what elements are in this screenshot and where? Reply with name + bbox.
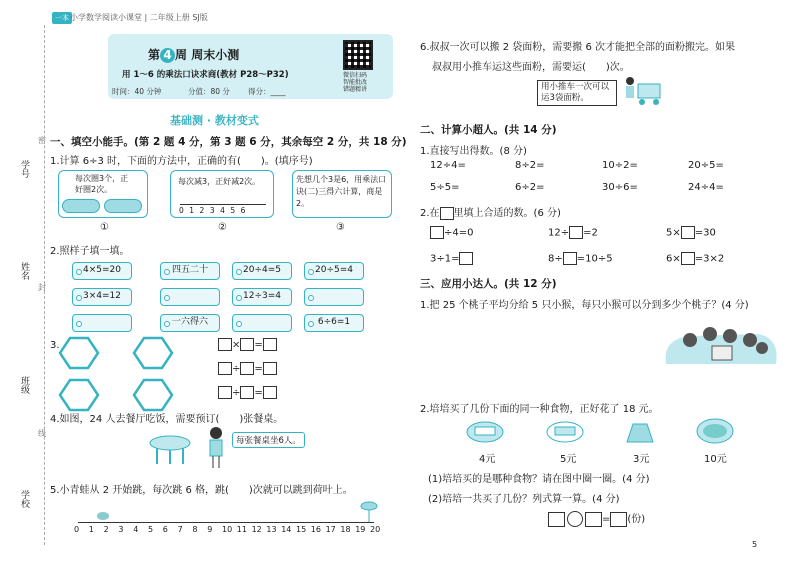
week-subtitle: 用 1～6 的乘法口诀求商(教材 P28～P32) [122, 70, 289, 80]
page-number: 5 [752, 540, 758, 549]
q6-line1: 6.叔叔一次可以搬 2 袋面粉，需要搬 6 次才能把全部的面粉搬完。如果 [420, 42, 735, 53]
equation-tag[interactable] [160, 288, 220, 306]
hexagon-group [58, 336, 188, 414]
equation-tag[interactable] [304, 288, 364, 306]
week-title: 第 4 周 周末小测 [148, 48, 240, 62]
option-text-1: 每次圈3个，正好圈2次。 [75, 174, 129, 194]
numline-tick-label: 15 [296, 525, 307, 534]
q2-text: 2.照样子填一填。 [50, 246, 130, 257]
numline-tick-label: 8 [192, 525, 198, 534]
frog-icon [96, 510, 110, 520]
calc-item[interactable]: 8÷2= [515, 160, 545, 171]
numline-small-labels: 0123456 [179, 206, 251, 215]
header-badge: 一本 [52, 12, 72, 24]
fill-item[interactable]: 12÷ =2 [548, 227, 598, 239]
calc-item[interactable]: 20÷5= [688, 160, 724, 171]
numline-tick-label: 4 [133, 525, 139, 534]
numline-tick-label: 18 [340, 525, 351, 534]
numline-tick-label: 3 [118, 525, 124, 534]
calc-item[interactable]: 10÷2= [602, 160, 638, 171]
equation-tag: 3×4=12 [72, 288, 132, 306]
monkeys-peaches-image [662, 318, 780, 366]
fill-item[interactable]: 6× =3×2 [666, 253, 725, 265]
q4-text: 4.如图，24 人去餐厅吃饭，需要预订( )张餐桌。 [50, 414, 284, 425]
numline-tick-label: 20 [370, 525, 381, 534]
q3-boxes-1[interactable]: × = [218, 338, 277, 351]
food-2-image[interactable] [545, 418, 585, 444]
equation-tag: 4×5=20 [72, 262, 132, 280]
price-1: 4元 [479, 454, 496, 465]
s2-q1: 1.直接写出得数。(8 分) [420, 146, 527, 157]
margin-label-id: 学号 [19, 160, 29, 178]
time-info: 时间：40 分钟 [112, 87, 162, 96]
q3-label: 3. [50, 340, 60, 351]
equation-tag: 一六得六 [160, 314, 220, 332]
margin-label-name: 姓名 [19, 262, 29, 280]
numline-tick-label: 19 [355, 525, 366, 534]
numline-tick-label: 0 [74, 525, 80, 534]
equation-tag[interactable] [232, 314, 292, 332]
numline-tick-label: 9 [207, 525, 213, 534]
numline-tick-label: 6 [162, 525, 168, 534]
numline-large-labels [74, 525, 384, 537]
numline-tick-label: 7 [177, 525, 183, 534]
numline-small [180, 204, 266, 205]
q6-line2: 叔叔用小推车运这些面粉，需要运( )次。 [432, 62, 630, 73]
q3-boxes-2[interactable]: ÷ = [218, 362, 277, 375]
cut-label: 线 [38, 429, 46, 438]
s1-title: 一、填空小能手。(第 2 题 4 分，第 3 题 6 分，其余每空 2 分，共 18 分) [50, 136, 407, 148]
s3-title: 三、应用小达人。(共 12 分) [420, 278, 557, 290]
calc-item[interactable]: 30÷6= [602, 182, 638, 193]
price-4: 10元 [704, 454, 727, 465]
option-text-2: 每次减3，正好减2次。 [178, 177, 261, 186]
fill-item[interactable]: 8÷ =10÷5 [548, 253, 613, 265]
s3-q2: 2.培培买了几份下面的同一种食物，正好花了 18 元。 [420, 404, 659, 415]
cut-label: 封 [38, 283, 46, 292]
option-number-2: ② [218, 222, 227, 233]
s3-q2b: (2)培培一共买了几份？列式算一算。(4 分) [428, 494, 620, 505]
section-title: 基础测 · 教材变式 [170, 114, 259, 127]
q5-text: 5.小青蛙从 2 开始跳，每次跳 6 格，跳( )次就可以跳到荷叶上。 [50, 485, 353, 496]
fill-item[interactable]: 5× =30 [666, 227, 716, 239]
numline-tick-label: 11 [236, 525, 247, 534]
q1-text: 1.计算 6÷3 时，下面的方法中，正确的有( )。(填序号) [50, 156, 313, 167]
margin-label-class: 班级 [19, 376, 29, 394]
header-title: 小学数学阅读小课堂 | 二年级上册 SJ版 [70, 13, 208, 22]
girl-icon [205, 425, 227, 469]
s2-q2: 2.在 里填上合适的数。(6 分) [420, 208, 561, 219]
equation-tag: 6÷6=1 [304, 314, 364, 332]
calc-item[interactable]: 12÷4= [430, 160, 466, 171]
numline-tick-label: 17 [325, 525, 336, 534]
numline-large [78, 522, 374, 523]
s3-q1: 1.把 25 个桃子平均分给 5 只小猴，每只小猴可以分到多少个桃子？(4 分) [420, 300, 749, 311]
cart-worker-image [620, 76, 666, 110]
dining-table-image [145, 428, 195, 468]
equation-tag: 20÷5=4 [304, 262, 364, 280]
s2-title: 二、计算小超人。(共 14 分) [420, 124, 557, 136]
food-3-image[interactable] [625, 420, 655, 444]
numline-tick-label: 12 [251, 525, 262, 534]
qr-text: 微信扫码 智能批改 错题精讲 [343, 72, 368, 93]
cut-label: 密 [38, 136, 46, 145]
calc-item[interactable]: 5÷5= [430, 182, 460, 193]
lotus-leaf-icon [360, 500, 378, 522]
food-4-image[interactable] [695, 416, 735, 444]
calc-item[interactable]: 24÷4= [688, 182, 724, 193]
qr-code[interactable] [343, 40, 373, 70]
numline-tick-label: 10 [222, 525, 233, 534]
numline-tick-label: 16 [310, 525, 321, 534]
price-2: 5元 [560, 454, 577, 465]
s3-q2a: (1)培培买的是哪种食物？请在图中圈一圈。(4 分) [428, 474, 650, 485]
option-text-3: 先想几个3是6，用乘法口诀(二)三得六计算，商是2。 [296, 175, 387, 208]
score-info: 得分：____ [248, 87, 286, 96]
speech-bubble-6: 用小推车一次可以运3袋面粉。 [537, 80, 617, 106]
circle-groups [62, 199, 144, 213]
food-1-image[interactable] [465, 418, 505, 444]
score-full-info: 分值：80 分 [188, 87, 230, 96]
numline-tick-label: 1 [88, 525, 94, 534]
equation-tag[interactable] [72, 314, 132, 332]
calc-item[interactable]: 6÷2= [515, 182, 545, 193]
option-number-3: ③ [336, 222, 345, 233]
cut-line [44, 25, 45, 545]
equation-tag: 12÷3=4 [232, 288, 292, 306]
margin-label-school: 学校 [19, 490, 29, 508]
numline-tick-label: 13 [266, 525, 277, 534]
numline-tick-label: 5 [148, 525, 154, 534]
fill-item[interactable]: 3÷1= [430, 252, 473, 265]
week-number: 4 [160, 48, 175, 63]
price-3: 3元 [633, 454, 650, 465]
speech-bubble-4: 每张餐桌坐6人。 [232, 432, 305, 448]
numline-tick-label: 2 [103, 525, 109, 534]
fill-item[interactable]: ÷4=0 [430, 226, 473, 239]
equation-tag: 四五二十 [160, 262, 220, 280]
q3-boxes-3[interactable]: ÷ = [218, 386, 277, 399]
equation-tag: 20÷4=5 [232, 262, 292, 280]
numline-tick-label: 14 [281, 525, 292, 534]
answer-boxes[interactable]: = (份) [548, 510, 645, 527]
option-number-1: ① [100, 222, 109, 233]
